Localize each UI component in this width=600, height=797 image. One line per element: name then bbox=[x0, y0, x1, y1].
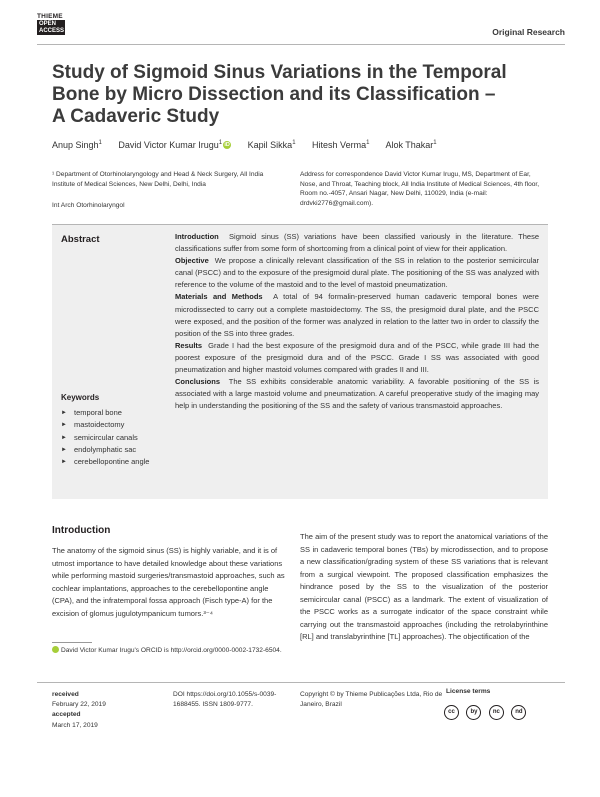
author-list bbox=[52, 140, 451, 150]
open-access-badge: OPEN ACCESS bbox=[39, 21, 65, 34]
received-date: February 22, 2019 bbox=[52, 701, 106, 709]
keyword-item: ► endolymphatic sac bbox=[61, 444, 171, 456]
article-category: Original Research bbox=[492, 27, 565, 37]
author: David Victor Kumar Irugu$^1$ iD bbox=[118, 140, 230, 150]
by-icon: by bbox=[466, 705, 481, 720]
license-label: License terms bbox=[446, 688, 491, 695]
author: Alok Thakar$^1$ bbox=[385, 140, 437, 150]
abstract-section: Results Grade I had the best exposure of the presigmoid dura and of the PSCC, while grade III had the poorest exposure of the presigmoid dura and of the PSCC. Grade I SS was associated with good pneumatization and higher mastoid volumes compared with grades II and III. bbox=[175, 340, 540, 375]
article-dates bbox=[52, 690, 106, 731]
copyright-notice: Copyright © by Thieme Publicações Ltda, Rio de Janeiro, Brazil bbox=[300, 691, 443, 709]
header-divider bbox=[37, 44, 565, 45]
keyword-item: ► mastoidectomy bbox=[61, 419, 171, 431]
keyword-item: ► temporal bone bbox=[61, 407, 171, 419]
affiliation: ¹ Department of Otorhinolaryngology and Head & Neck Surgery, All India Institute of Medical Sciences, New Delhi, Delhi, India bbox=[52, 171, 264, 188]
abstract-heading: Abstract bbox=[61, 234, 100, 245]
introduction-right-column: The aim of the present study was to report the anatomical variations of the SS in cadaveric temporal bones (TBs) by microdissection, and to propose a new classification/grading system of these SS variations that is relevant from a surgical viewpoint. The proposed classification emphasizes the hindrance posed by the SS to the visualization of the posterior semicircular canal (PSCC) as a landmark. The extent of visualization of the PSCC works as a surrogate indicator of the space constraint while carrying out the transmastoid approaches (including the retrolabyrinthine [RL] and translabyrinthine [TL] approaches). The objectification of the bbox=[300, 532, 548, 641]
abstract-section: Materials and Methods A total of 94 formalin-preserved human cadaveric temporal bones were microdissected to carry out a complete mastoidectomy. The SS, the presigmoid dural plate, and the PSCC were exposed, and the position of the former was analyzed in relation to the latter two in order to classify the position of the SS into three grades. bbox=[175, 292, 539, 338]
received-label: received bbox=[52, 691, 79, 698]
license-icons[interactable] bbox=[444, 700, 529, 720]
correspondence-address: Address for correspondence David Victor Kumar Irugu, MS, Department of Ear, Nose, and Throat, Teaching block, All India Institute of Medical Sciences, 4th floor, Room no.-4057, Ansari Nagar, New Delhi, 110029, India (e-mail: drdvki2776@gmail.com). bbox=[300, 171, 540, 207]
author: Hitesh Verma$^1$ bbox=[312, 140, 370, 150]
article-title bbox=[52, 62, 522, 128]
abstract-section: Introduction Sigmoid sinus (SS) variations have been classified variously in the literature. These classifications suffer from some form of shortcoming from a clinical point of view for their application. bbox=[175, 232, 539, 254]
footnote-divider bbox=[52, 642, 92, 643]
introduction-heading: Introduction bbox=[52, 525, 111, 536]
introduction-left-column: The anatomy of the sigmoid sinus (SS) is highly variable, and it is of utmost importance to have detailed knowledge about these variations while performing mastoid surgeries/transmastoid approaches, such as cochlear implantations, approaches to the cerebellopontine angle (CPA), and the infratemporal fossa approach (Fisch type-A) for the excision of glomus jugulotympanicum tumors.³⁻⁴ bbox=[52, 546, 285, 618]
nc-icon: nc bbox=[489, 705, 504, 720]
nd-icon: nd bbox=[511, 705, 526, 720]
doi-issn[interactable]: DOI https://doi.org/10.1055/s-0039-1688455. ISSN 1809-9777. bbox=[173, 691, 277, 709]
title-line: Bone by Micro Dissection and its Classification – bbox=[52, 84, 496, 105]
title-line: A Cadaveric Study bbox=[52, 106, 220, 127]
footer-divider bbox=[37, 682, 565, 683]
abstract-section: Conclusions The SS exhibits considerable anatomic variability. A favorable positioning of the SS is associated with a large mastoid volume and pneumatization. A careful preoperative study of the imaging may help in understanding the positioning of the SS and the safety of various transmastoid approaches. bbox=[175, 377, 539, 411]
keyword-item: ► semicircular canals bbox=[61, 432, 171, 444]
orcid-footnote[interactable]: David Victor Kumar Irugu's ORCID is http://orcid.org/0000-0002-1732-6504. bbox=[52, 646, 288, 656]
keyword-item: ► cerebellopontine angle bbox=[61, 456, 171, 468]
publisher-logo bbox=[37, 13, 71, 35]
orcid-icon bbox=[52, 646, 59, 653]
keywords-heading: Keywords bbox=[61, 393, 100, 402]
abstract-box bbox=[52, 224, 548, 499]
keywords-list bbox=[61, 407, 171, 468]
cc-icon: cc bbox=[444, 705, 459, 720]
publisher-name: THIEME bbox=[37, 13, 63, 20]
title-line: Study of Sigmoid Sinus Variations in the Temporal bbox=[52, 62, 507, 83]
abstract-section: Objective We propose a clinically relevant classification of the SS in relation to the posterior semicircular canal (PSCC) and to the exposure of the presigmoid dural plate. The positioning of the SS was analyzed with reference to the volume of the mastoid and to the level of mastoid pneumatization. bbox=[175, 256, 539, 290]
accepted-label: accepted bbox=[52, 711, 81, 719]
accepted-date: March 17, 2019 bbox=[52, 721, 98, 729]
author: Kapil Sikka$^1$ bbox=[247, 140, 296, 150]
abstract-body bbox=[175, 231, 539, 412]
author: Anup Singh$^1$ bbox=[52, 140, 102, 150]
journal-reference: Int Arch Otorhinolaryngol bbox=[52, 202, 125, 209]
orcid-icon[interactable]: iD bbox=[224, 142, 230, 148]
